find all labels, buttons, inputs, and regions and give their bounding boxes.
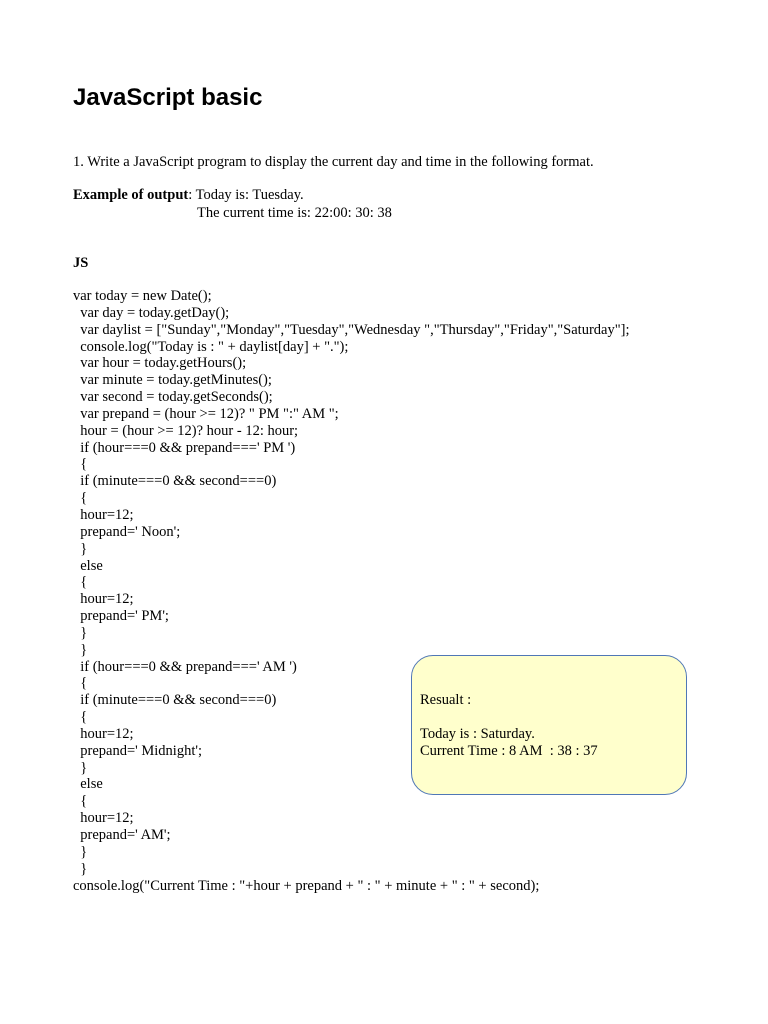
- example-separator: :: [188, 187, 196, 203]
- code-line: hour = (hour >= 12)? hour - 12: hour;: [73, 422, 299, 439]
- code-line: console.log("Today is : " + daylist[day] + ".");: [73, 338, 349, 355]
- code-line: hour=12;: [73, 591, 134, 608]
- code-line: {: [73, 490, 88, 507]
- result-day-line: Today is : Saturday.: [420, 726, 535, 742]
- code-line: prepand=' Noon';: [73, 523, 181, 540]
- example-label: Example of output: [73, 187, 189, 203]
- code-line: {: [73, 793, 88, 810]
- code-line: {: [73, 574, 88, 591]
- code-line: console.log("Current Time : "+hour + prepand + " : " + minute + " : " + second);: [73, 877, 540, 894]
- code-line: var minute = today.getMinutes();: [73, 372, 272, 389]
- code-line: {: [73, 456, 88, 473]
- code-line: if (hour===0 && prepand===' AM '): [73, 658, 297, 675]
- question-text: 1. Write a JavaScript program to display the current day and time in the following format.: [73, 154, 594, 170]
- code-line: }: [73, 641, 88, 658]
- code-line: if (minute===0 && second===0): [73, 473, 277, 490]
- example-line-1: [73, 187, 304, 204]
- code-line: var hour = today.getHours();: [73, 355, 247, 372]
- code-line: }: [73, 540, 88, 557]
- result-time-line: Current Time : 8 AM : 38 : 37: [420, 743, 598, 759]
- code-line: hour=12;: [73, 506, 134, 523]
- code-line: {: [73, 709, 88, 726]
- code-line: prepand=' AM';: [73, 827, 171, 843]
- code-line: var today = new Date();: [73, 288, 212, 304]
- code-line: if (minute===0 && second===0): [73, 692, 277, 709]
- code-line: }: [73, 759, 88, 776]
- code-line: var daylist = ["Sunday","Monday","Tuesday","Wednesday ","Thursday","Friday","Saturday"];: [73, 321, 630, 338]
- code-line: }: [73, 843, 88, 860]
- code-line: hour=12;: [73, 725, 134, 742]
- code-line: if (hour===0 && prepand===' PM '): [73, 439, 296, 456]
- code-line: else: [73, 557, 103, 574]
- code-line: prepand=' PM';: [73, 608, 169, 625]
- result-box: [411, 655, 687, 795]
- code-line: var second = today.getSeconds();: [73, 389, 273, 406]
- example-output-day: Today is: Tuesday.: [195, 187, 304, 203]
- code-line: }: [73, 860, 88, 877]
- code-line: }: [73, 624, 88, 641]
- code-block: [73, 288, 630, 894]
- result-heading: Resualt :: [420, 692, 472, 708]
- code-line: {: [73, 675, 88, 692]
- code-line: var day = today.getDay();: [73, 304, 230, 321]
- code-line: prepand=' Midnight';: [73, 742, 202, 759]
- code-line: var prepand = (hour >= 12)? " PM ":" AM ";: [73, 405, 339, 422]
- code-line: hour=12;: [73, 810, 134, 827]
- code-line: else: [73, 776, 103, 793]
- section-label-js: JS: [73, 255, 89, 271]
- example-output-time: The current time is: 22:00: 30: 38: [197, 205, 392, 221]
- page-title: JavaScript basic: [73, 84, 263, 111]
